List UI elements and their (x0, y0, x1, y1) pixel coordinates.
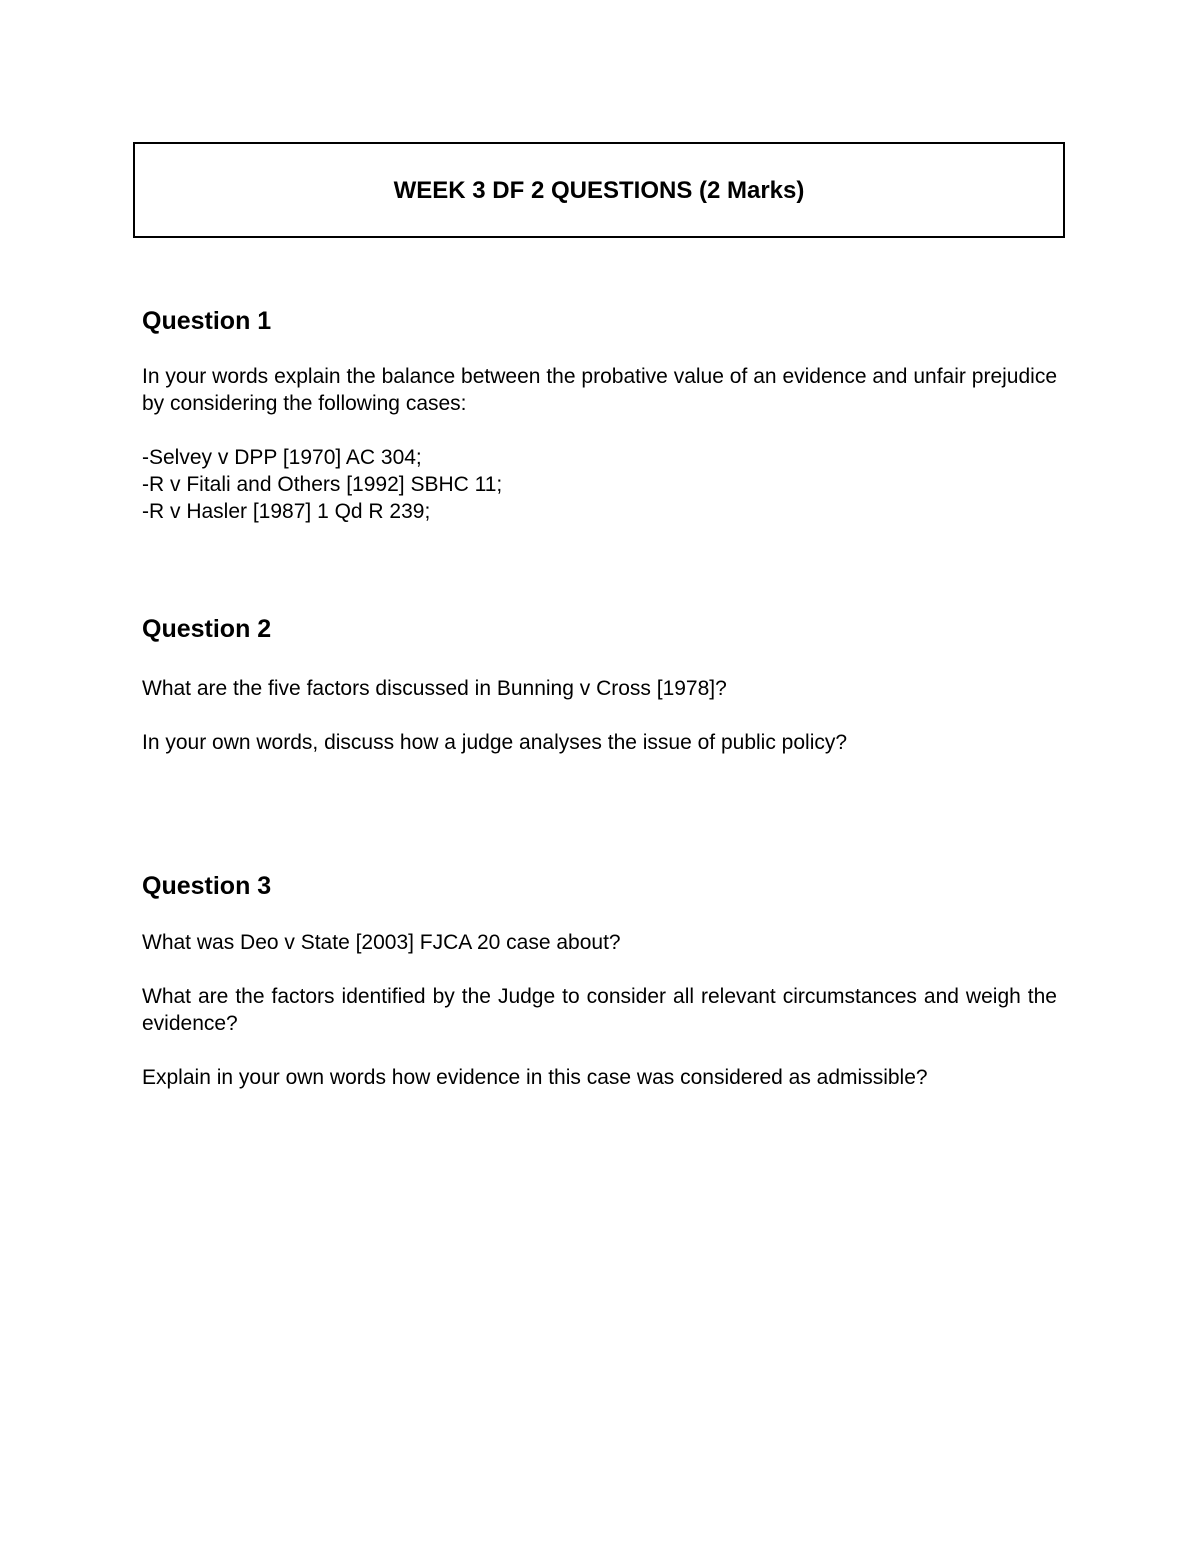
question-3 (142, 871, 1057, 1091)
question-3-heading: Question 3 (142, 872, 272, 900)
page-title: WEEK 3 DF 2 QUESTIONS (2 Marks) (393, 177, 805, 204)
question-2 (142, 614, 1057, 756)
question-2-text-1: What are the five factors discussed in Bunning v Cross [1978]? (142, 677, 727, 700)
case-item: -R v Hasler [1987] 1 Qd R 239; (142, 500, 431, 523)
question-1-heading: Question 1 (142, 307, 272, 335)
question-1-text: In your words explain the balance between the probative value of an evidence and unfair prejudice by considering the following cases: (142, 365, 1057, 415)
case-item: -Selvey v DPP [1970] AC 304; (142, 446, 422, 469)
title-box (133, 142, 1065, 238)
case-item: -R v Fitali and Others [1992] SBHC 11; (142, 473, 503, 496)
question-1 (142, 306, 1057, 525)
question-3-text-2: What are the factors identified by the Judge to consider all relevant circumstances and weigh the evidence? (142, 985, 1057, 1035)
case-list (142, 444, 1057, 525)
question-3-text-3: Explain in your own words how evidence in this case was considered as admissible? (142, 1066, 928, 1089)
question-2-text-2: In your own words, discuss how a judge analyses the issue of public policy? (142, 731, 848, 754)
question-3-text-1: What was Deo v State [2003] FJCA 20 case about? (142, 931, 621, 954)
question-2-heading: Question 2 (142, 615, 272, 643)
